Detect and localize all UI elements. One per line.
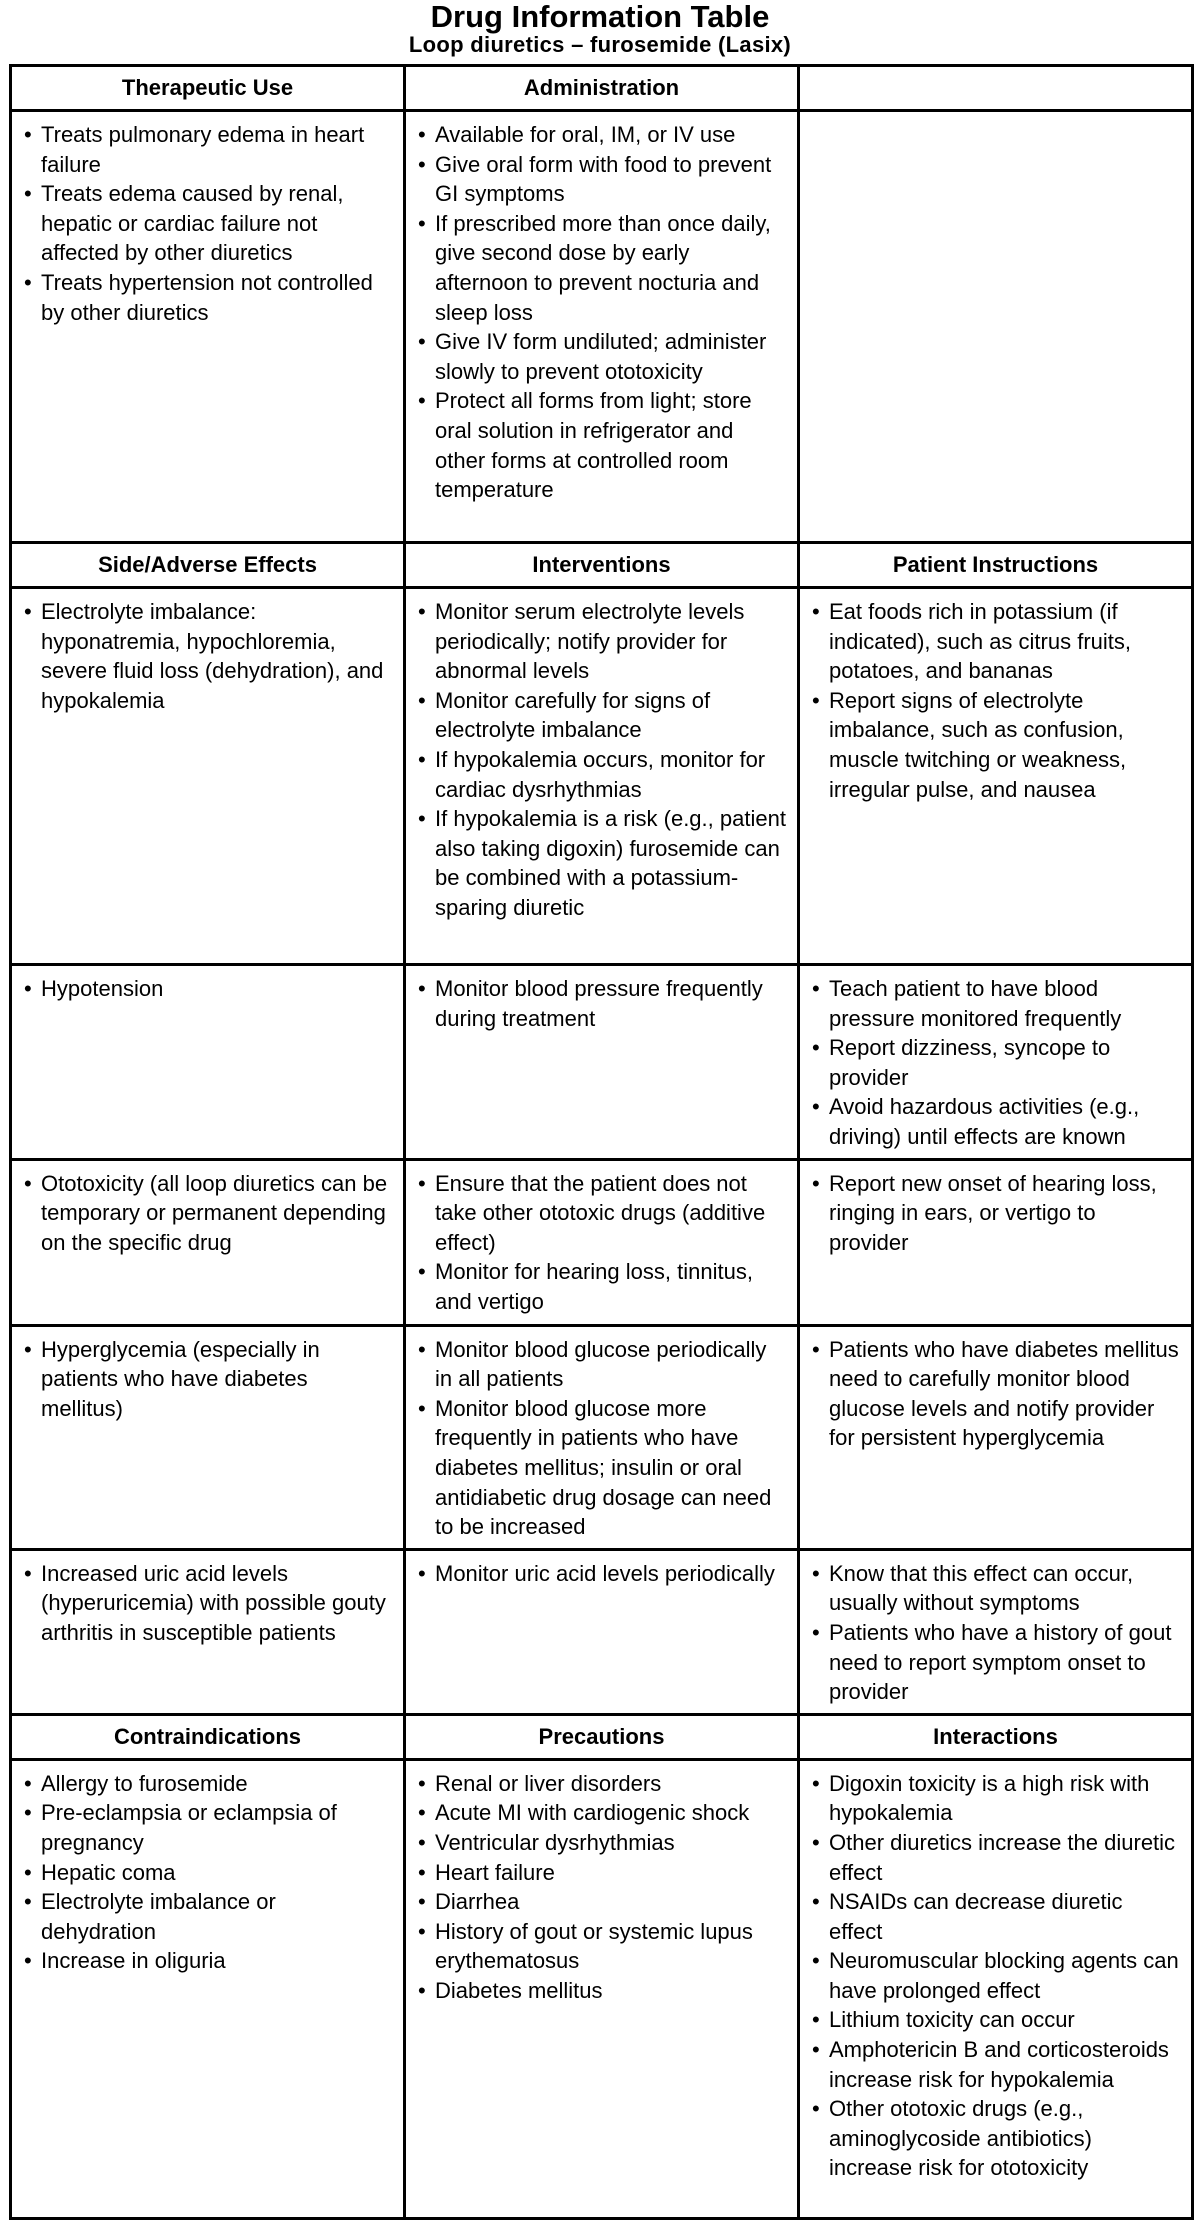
contraindications-cell [11, 1759, 405, 2218]
bullet-list [12, 589, 403, 721]
header-cell: Contraindications [11, 1714, 405, 1759]
header-cell: Patient Instructions [799, 543, 1193, 588]
bullet-item: • Monitor serum electrolyte levels periodically; notify provider for abnormal levels [418, 597, 787, 686]
header-row [11, 66, 1193, 111]
bullet-list [406, 589, 797, 929]
table-row [11, 1325, 1193, 1549]
bullet-item: • Give oral form with food to prevent GI symptoms [418, 150, 787, 209]
side-effect-cell [11, 965, 405, 1160]
bullet-list [800, 1761, 1191, 2189]
header-row [11, 543, 1193, 588]
bullet-item: • Neuromuscular blocking agents can have prolonged effect [812, 1946, 1181, 2005]
bullet-item: • Other diuretics increase the diuretic effect [812, 1828, 1181, 1887]
bullet-list [406, 1161, 797, 1323]
bullet-item: • Hepatic coma [24, 1858, 393, 1888]
header-cell: Administration [405, 66, 799, 111]
bullet-item: • Allergy to furosemide [24, 1769, 393, 1799]
bullet-item: • Avoid hazardous activities (e.g., driving) until effects are known [812, 1092, 1181, 1151]
bullet-item: • Pre-eclampsia or eclampsia of pregnancy [24, 1798, 393, 1857]
bullet-list [12, 1551, 403, 1654]
bullet-item: • Diabetes mellitus [418, 1976, 787, 2006]
bullet-item: • History of gout or systemic lupus erythematosus [418, 1917, 787, 1976]
bullet-list [800, 1161, 1191, 1264]
bullet-list [800, 1551, 1191, 1713]
drug-information-table [9, 64, 1194, 2220]
bullet-list [12, 1761, 403, 1982]
bullet-item: • Digoxin toxicity is a high risk with hypokalemia [812, 1769, 1181, 1828]
header-cell: Side/Adverse Effects [11, 543, 405, 588]
bullet-item: • NSAIDs can decrease diuretic effect [812, 1887, 1181, 1946]
bullet-item: • Know that this effect can occur, usually without symptoms [812, 1559, 1181, 1618]
bullet-item: • Patients who have diabetes mellitus need to carefully monitor blood glucose levels and notify provider for persistent hyperglycemia [812, 1335, 1181, 1453]
bullet-item: • Renal or liver disorders [418, 1769, 787, 1799]
table-row [11, 111, 1193, 543]
bullet-item: • Treats edema caused by renal, hepatic or cardiac failure not affected by other diuretics [24, 179, 393, 268]
bullet-item: • If hypokalemia occurs, monitor for cardiac dysrhythmias [418, 745, 787, 804]
bullet-item: • Protect all forms from light; store oral solution in refrigerator and other forms at controlled room temperature [418, 386, 787, 504]
bullet-item: • Treats pulmonary edema in heart failure [24, 120, 393, 179]
header-row [11, 1714, 1193, 1759]
bullet-item: • Treats hypertension not controlled by other diuretics [24, 268, 393, 327]
interventions-cell [405, 1549, 799, 1714]
patient-instructions-cell [799, 1159, 1193, 1325]
patient-instructions-cell [799, 965, 1193, 1160]
header-cell: Interventions [405, 543, 799, 588]
bullet-item: • Diarrhea [418, 1887, 787, 1917]
bullet-item: • Eat foods rich in potassium (if indicated), such as citrus fruits, potatoes, and bananas [812, 597, 1181, 686]
page-subtitle: Loop diuretics – furosemide (Lasix) [408, 32, 792, 57]
table-row [11, 1549, 1193, 1714]
header-cell: Therapeutic Use [11, 66, 405, 111]
bullet-list [12, 966, 403, 1010]
bullet-item: • Electrolyte imbalance or dehydration [24, 1887, 393, 1946]
bullet-item: • Lithium toxicity can occur [812, 2005, 1181, 2035]
side-effect-cell [11, 1325, 405, 1549]
header-cell: Precautions [405, 1714, 799, 1759]
bullet-item: • Monitor blood glucose more frequently in patients who have diabetes mellitus; insulin or oral antidiabetic drug dosage can need to be increased [418, 1394, 787, 1542]
interventions-cell [405, 1159, 799, 1325]
patient-instructions-cell [799, 1325, 1193, 1549]
patient-instructions-cell [799, 1549, 1193, 1714]
header-cell [799, 66, 1193, 111]
bullet-list [406, 1551, 797, 1595]
bullet-item: • Report dizziness, syncope to provider [812, 1033, 1181, 1092]
bullet-item: • Increased uric acid levels (hyperuricemia) with possible gouty arthritis in susceptible patients [24, 1559, 393, 1648]
bullet-item: • Teach patient to have blood pressure monitored frequently [812, 974, 1181, 1033]
bullet-item: • If hypokalemia is a risk (e.g., patient also taking digoxin) furosemide can be combined with a potassium-sparing diuretic [418, 804, 787, 922]
interventions-cell [405, 1325, 799, 1549]
bullet-item: • Ototoxicity (all loop diuretics can be temporary or permanent depending on the specific drug [24, 1169, 393, 1258]
bullet-item: • Ventricular dysrhythmias [418, 1828, 787, 1858]
bullet-item: • Available for oral, IM, or IV use [418, 120, 787, 150]
bullet-item: • Amphotericin B and corticosteroids increase risk for hypokalemia [812, 2035, 1181, 2094]
header-cell: Interactions [799, 1714, 1193, 1759]
bullet-item: • Monitor blood pressure frequently during treatment [418, 974, 787, 1033]
bullet-item: • Monitor carefully for signs of electrolyte imbalance [418, 686, 787, 745]
bullet-list [406, 1327, 797, 1548]
bullet-item: • Acute MI with cardiogenic shock [418, 1798, 787, 1828]
bullet-list [12, 1327, 403, 1430]
bullet-item: • Monitor for hearing loss, tinnitus, and vertigo [418, 1257, 787, 1316]
bullet-item: • Patients who have a history of gout need to report symptom onset to provider [812, 1618, 1181, 1707]
bullet-item: • Hypotension [24, 974, 393, 1004]
table-row [11, 588, 1193, 965]
bullet-item: • Hyperglycemia (especially in patients who have diabetes mellitus) [24, 1335, 393, 1424]
bullet-item: • Monitor blood glucose periodically in all patients [418, 1335, 787, 1394]
bullet-list [800, 589, 1191, 810]
bullet-list [406, 1761, 797, 2012]
side-effect-cell [11, 1159, 405, 1325]
bullet-item: • If prescribed more than once daily, give second dose by early afternoon to prevent nocturia and sleep loss [418, 209, 787, 327]
bullet-list [12, 112, 403, 333]
bullet-list [406, 966, 797, 1039]
table-row [11, 965, 1193, 1160]
bullet-list [406, 112, 797, 511]
side-effect-cell [11, 588, 405, 965]
interventions-cell [405, 965, 799, 1160]
bullet-item: • Other ototoxic drugs (e.g., aminoglycoside antibiotics) increase risk for ototoxicity [812, 2094, 1181, 2183]
bullet-item: • Report new onset of hearing loss, ringing in ears, or vertigo to provider [812, 1169, 1181, 1258]
bullet-item: • Monitor uric acid levels periodically [418, 1559, 787, 1589]
bullet-item: • Heart failure [418, 1858, 787, 1888]
bullet-item: • Report signs of electrolyte imbalance, such as confusion, muscle twitching or weakness, irregular pulse, and nausea [812, 686, 1181, 804]
administration-cell [405, 111, 799, 543]
bullet-list [800, 1327, 1191, 1459]
bullet-list [800, 966, 1191, 1158]
interventions-cell [405, 588, 799, 965]
table-row [11, 1759, 1193, 2218]
side-effect-cell [11, 1549, 405, 1714]
bullet-item: • Increase in oliguria [24, 1946, 393, 1976]
precautions-cell [405, 1759, 799, 2218]
page-title: Drug Information Table [430, 0, 770, 34]
bullet-item: • Electrolyte imbalance: hyponatremia, hypochloremia, severe fluid loss (dehydration), and hypokalemia [24, 597, 393, 715]
table-row [11, 1159, 1193, 1325]
bullet-list [12, 1161, 403, 1264]
bullet-item: • Ensure that the patient does not take other ototoxic drugs (additive effect) [418, 1169, 787, 1258]
patient-instructions-cell [799, 588, 1193, 965]
therapeutic-use-cell [11, 111, 405, 543]
bullet-item: • Give IV form undiluted; administer slowly to prevent ototoxicity [418, 327, 787, 386]
empty-cell [799, 111, 1193, 543]
interactions-cell [799, 1759, 1193, 2218]
